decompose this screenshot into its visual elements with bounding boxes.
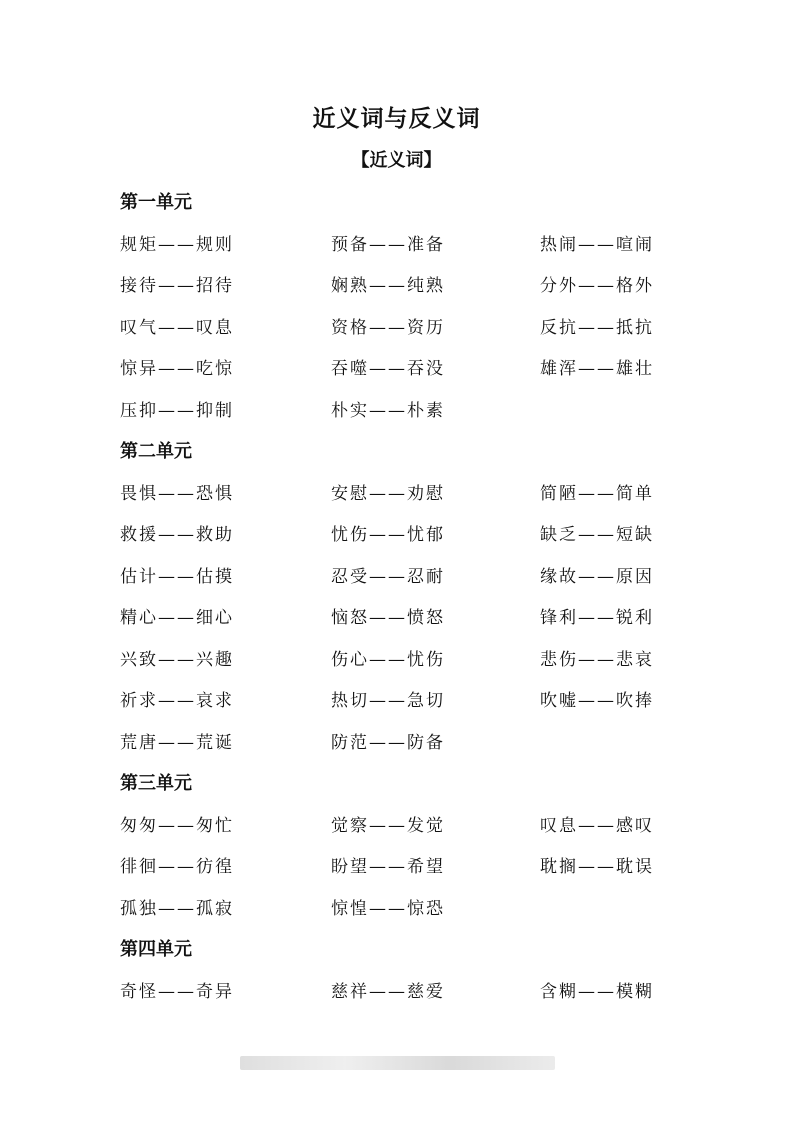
synonym-pair: 缘故——原因 xyxy=(540,566,654,587)
synonym-pair: 徘徊——彷徨 xyxy=(120,857,234,877)
synonym-pair: 压抑——抑制 xyxy=(120,400,234,421)
synonym-pair: 救援——救助 xyxy=(120,525,234,545)
synonym-pair: 惊异——吃惊 xyxy=(120,359,234,379)
synonym-pair: 反抗——抵抗 xyxy=(540,317,654,338)
synonym-pair: 估计——估摸 xyxy=(120,566,234,587)
synonym-pair: 朴实——朴素 xyxy=(331,400,445,421)
synonym-pair: 预备——准备 xyxy=(331,234,445,255)
synonym-pair: 惊惶——惊恐 xyxy=(331,898,445,919)
synonym-pair: 热切——急切 xyxy=(331,691,445,711)
synonym-pair: 匆匆——匆忙 xyxy=(120,815,234,836)
synonym-pair: 慈祥——慈爱 xyxy=(331,981,445,1002)
synonym-pair: 觉察——发觉 xyxy=(331,815,445,836)
synonym-pair: 兴致——兴趣 xyxy=(120,649,234,670)
synonym-pair: 安慰——劝慰 xyxy=(331,483,445,504)
synonym-pair: 接待——招待 xyxy=(120,276,234,296)
blurred-footer xyxy=(240,1056,555,1070)
synonym-pair: 娴熟——纯熟 xyxy=(331,276,445,296)
synonym-pair: 资格——资历 xyxy=(331,317,445,338)
synonym-pair: 耽搁——耽误 xyxy=(540,857,654,877)
page-title: 近义词与反义词 xyxy=(312,106,481,132)
unit-heading: 第一单元 xyxy=(120,192,192,213)
synonym-pair: 分外——格外 xyxy=(540,276,654,296)
unit-heading: 第二单元 xyxy=(120,441,192,462)
synonym-pair: 热闹——喧闹 xyxy=(540,234,654,255)
synonym-pair: 忍受——忍耐 xyxy=(331,566,445,587)
synonym-pair: 恼怒——愤怒 xyxy=(331,608,445,628)
synonym-pair: 祈求——哀求 xyxy=(120,691,234,711)
unit-heading: 第三单元 xyxy=(120,773,192,794)
synonym-pair: 伤心——忧伤 xyxy=(331,649,445,670)
synonym-pair: 畏惧——恐惧 xyxy=(120,483,234,504)
synonym-pair: 盼望——希望 xyxy=(331,857,445,877)
synonym-pair: 忧伤——忧郁 xyxy=(331,525,445,545)
synonym-pair: 叹气——叹息 xyxy=(120,317,234,338)
synonym-pair: 荒唐——荒诞 xyxy=(120,732,234,753)
synonym-pair: 吹嘘——吹捧 xyxy=(540,691,654,711)
synonym-pair: 吞噬——吞没 xyxy=(331,359,445,379)
synonym-pair: 防范——防备 xyxy=(331,732,445,753)
unit-heading: 第四单元 xyxy=(120,939,192,960)
synonym-pair: 含糊——模糊 xyxy=(540,981,654,1002)
synonym-pair: 规矩——规则 xyxy=(120,234,234,255)
synonym-pair: 精心——细心 xyxy=(120,608,234,628)
page-subtitle: 【近义词】 xyxy=(351,150,442,171)
synonym-pair: 奇怪——奇异 xyxy=(120,981,234,1002)
synonym-pair: 叹息——感叹 xyxy=(540,815,654,836)
synonym-pair: 悲伤——悲哀 xyxy=(540,649,654,670)
synonym-pair: 锋利——锐利 xyxy=(540,608,654,628)
synonym-pair: 缺乏——短缺 xyxy=(540,525,654,545)
synonym-pair: 简陋——简单 xyxy=(540,483,654,504)
synonym-pair: 孤独——孤寂 xyxy=(120,898,234,919)
synonym-pair: 雄浑——雄壮 xyxy=(540,359,654,379)
